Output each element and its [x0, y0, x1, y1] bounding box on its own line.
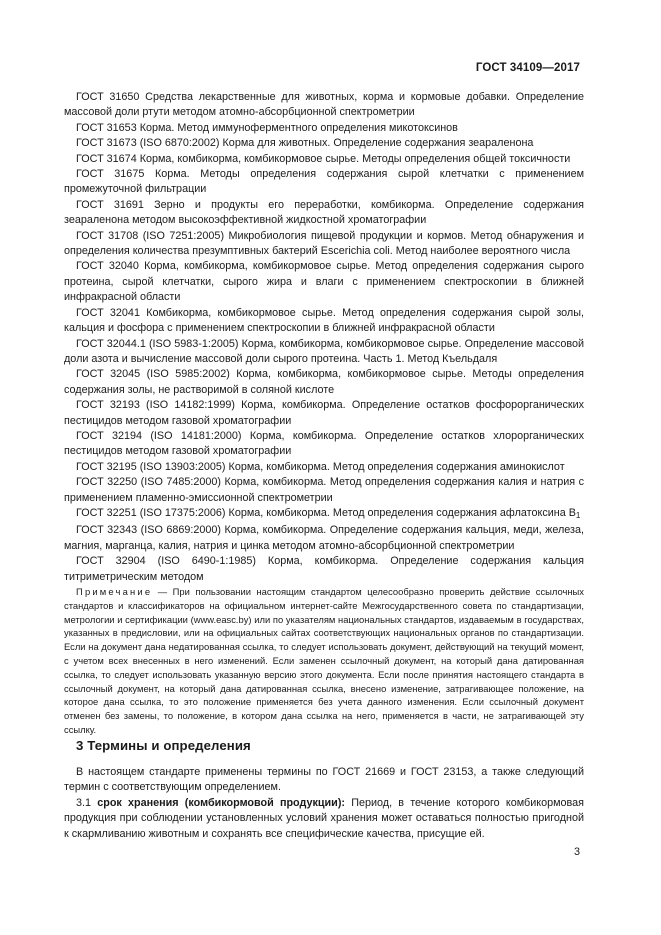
note-text: При пользовании настоящим стандартом целесообразно проверить действие ссылочных стандартов и классификаторов на официальном интернет-сайте Межгосударственного совета по стандартизации, метрологии и сертификации (www.easc.by) или по указателям национальных стандартов, издаваемым в государствах, указанных в предисловии, или на официальных сайтах соответствующих национальных органов по стандартизации. Если на документ дана недатированная ссылка, то следует использовать документ, действующий на текущий момент, с учетом всех внесенных в него изменений. Если заменен ссылочный документ, на который дана датированная ссылка, то следует использовать указанную версию этого документа. Если после принятия настоящего стандарта в ссылочный документ, на который дана датированная ссылка, внесено изменение, затрагивающее положение, на которое дана ссылка, то это положение применяется без учета данного изменения. Если ссылочный документ отменен без замены, то положение, в котором дана ссылка на него, применяется в части, не затрагивающей эту ссылку. [64, 586, 584, 735]
reference-item: ГОСТ 32040 Корма, комбикорма, комбикормовое сырье. Метод определения содержания сырого протеина, сырой клетчатки, сырого жира и влаги с применением спектроскопии в ближней инфракрасной области [64, 260, 584, 304]
reference-item: ГОСТ 32250 (ISO 7485:2000) Корма, комбикорма. Метод определения содержания калия и натрия с применением пламенно-эмиссионной спектрометрии [64, 476, 584, 504]
reference-item: ГОСТ 32045 (ISO 5985:2002) Корма, комбикорма, комбикормовое сырье. Методы определения содержания золы, не растворимой в соляной кислоте [64, 368, 584, 396]
reference-item: ГОСТ 31650 Средства лекарственные для животных, корма и кормовые добавки. Определение массовой доли ртути методом атомно-абсорбционной спектрометрии [64, 91, 584, 119]
note-label: Примечание [76, 586, 153, 597]
term-number: 3.1 [76, 796, 92, 809]
reference-item: ГОСТ 31674 Корма, комбикорма, комбикормовое сырье. Методы определения общей токсичности [76, 152, 571, 165]
term-definition: Период, в течение которого комбикормовая продукция при соблюдении установленных условий хранения может оставаться полностью пригодной к скармливанию животным и сохранять все специфические качества, присущие ей. [64, 796, 584, 840]
term-definition-paragraph [64, 796, 584, 842]
reference-item: ГОСТ 31653 Корма. Метод иммуноферментного определения микотоксинов [76, 121, 458, 134]
page-number: 3 [574, 846, 581, 858]
section-intro: В настоящем стандарте применены термины по ГОСТ 21669 и ГОСТ 23153, а также следующий термин с соответствующим определением. [64, 766, 584, 794]
reference-item: ГОСТ 32194 (ISO 14181:2000) Корма, комбикорма. Определение остатков хлорорганических пестицидов методом газовой хроматографии [64, 429, 584, 458]
section-title: 3 Термины и определения [76, 738, 251, 753]
note-block [64, 585, 584, 737]
reference-item: ГОСТ 31691 Зерно и продукты его переработки, комбикорма. Определение содержания зеараленона методом высокоэффективной жидкостной хроматографии [64, 198, 584, 227]
section-terms [64, 738, 584, 842]
reference-item: ГОСТ 32193 (ISO 14182:1999) Корма, комбикорма. Определение остатков фосфорорганических пестицидов методом газовой хроматографии [64, 399, 584, 427]
reference-item: ГОСТ 32904 (ISO 6490-1:1985) Корма, комбикорма. Определение содержания кальция титриметрическим методом [64, 555, 584, 583]
normative-references-list [64, 90, 584, 585]
section-body [64, 765, 584, 842]
reference-item: ГОСТ 31675 Корма. Методы определения содержания сырой клетчатки с применением промежуточной фильтрации [64, 168, 584, 196]
reference-item: ГОСТ 32044.1 (ISO 5983-1:2005) Корма, комбикорма, комбикормовое сырье. Определение массовой доли азота и вычисление массовой доли сырого протеина. Часть 1. Метод Къельдаля [64, 337, 584, 365]
reference-item: ГОСТ 32343 (ISO 6869:2000) Корма, комбикорма. Определение содержания кальция, меди, железа, магния, марганца, калия, натрия и цинка методом атомно-абсорбционной спектрометрии [64, 524, 584, 552]
reference-item-aflatoxin [64, 506, 584, 523]
document-code-header: ГОСТ 34109—2017 [475, 62, 580, 74]
note-dash: — [157, 586, 168, 597]
reference-item: ГОСТ 32195 (ISO 13903:2005) Корма, комбикорма. Метод определения содержания аминокислот [76, 460, 565, 473]
term-name: срок хранения (комбикормовой продукции): [97, 796, 346, 809]
reference-item: ГОСТ 31673 (ISO 6870:2002) Корма для животных. Определение содержания зеараленона [76, 137, 534, 150]
reference-item: ГОСТ 31708 (ISO 7251:2005) Микробиология пищевой продукции и кормов. Метод обнаружения и определения количества презумптивных бактерий Escerichia coli. Метод наиболее вероятного числа [64, 229, 584, 258]
aflatoxin-subscript: 1 [575, 510, 581, 520]
note-paragraph [64, 585, 584, 737]
reference-item: ГОСТ 32041 Комбикорма, комбикормовое сырье. Метод определения содержания сырой золы, кальция и фосфора с применением спектроскопии в ближней инфракрасной области [64, 306, 584, 335]
reference-item-text: ГОСТ 32251 (ISO 17375:2006) Корма, комбикорма. Метод определения содержания афлатоксина B [76, 506, 576, 519]
